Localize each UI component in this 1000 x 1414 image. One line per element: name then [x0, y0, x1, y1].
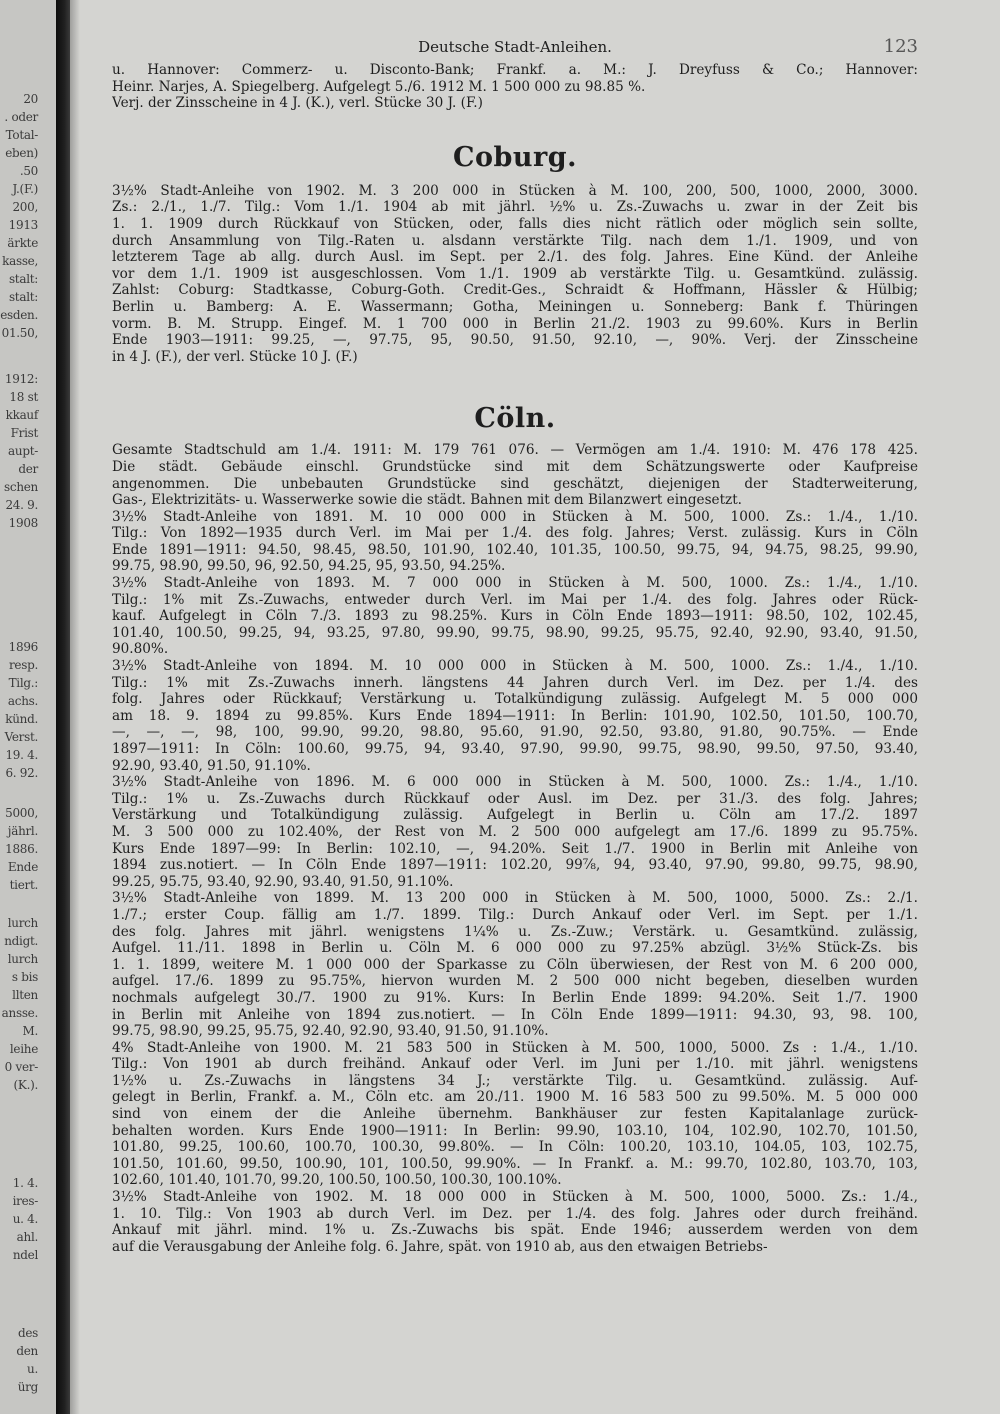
text-line: Ende 1903—1911: 99.25, —, 97.75, 95, 90.50, 91.50, 92.10, —, 90%. Verj. der Zinsscheine	[112, 332, 918, 349]
text-line: 1./7.; erster Coup. fällig am 1./7. 1899. Tilg.: Durch Ankauf oder Verl. im Sept. per 1./1.	[112, 906, 918, 923]
margin-fragment: ahl.	[16, 1230, 38, 1244]
margin-fragment: M.	[22, 1024, 38, 1038]
text-line: 1. 1. 1899, weitere M. 1 000 000 der Sparkasse zu Cöln überwiesen, der Rest von M. 6 200 000,	[112, 956, 918, 973]
page-content	[112, 32, 918, 1255]
text-line: in Berlin mit Anleihe von 1894 zus.notiert. — In Cöln Ende 1899—1911: 94.30, 93, 98. 100,	[112, 1006, 918, 1023]
margin-fragment: lurch	[7, 916, 38, 930]
text-line: 101.80, 99.25, 100.60, 100.70, 100.30, 99.80%. — In Cöln: 100.20, 103.10, 104.05, 103, 102.75,	[112, 1139, 918, 1156]
text-line: vor dem 1./1. 1909 ist ausgeschlossen. Vom 1./1. 1909 ab verstärkte Tilg. u. Gesamtkünd. zulässig.	[112, 265, 918, 282]
text-line: 3½% Stadt-Anleihe von 1899. M. 13 200 000 in Stücken à M. 500, 1000, 5000. Zs.: 2./1.	[112, 890, 918, 907]
margin-fragment: den	[16, 1344, 38, 1358]
text-line: gelegt in Berlin, Frankf. a. M., Cöln etc. am 20./11. 1900 M. 16 583 500 zu 99.50%. M. 5 000 000	[112, 1089, 918, 1106]
text-line: 3½% Stadt-Anleihe von 1896. M. 6 000 000 in Stücken à M. 500, 1000. Zs.: 1./4., 1./10.	[112, 774, 918, 791]
text-line: Tilg.: 1% u. Zs.-Zuwachs durch Rückkauf oder Ausl. im Dez. per 31./3. des folg. Jahres;	[112, 790, 918, 807]
page-number: 123	[883, 36, 918, 57]
text-line: behalten worden. Kurs Ende 1900—1911: In Berlin: 99.90, 103.10, 104, 102.90, 102.70, 101.50,	[112, 1122, 918, 1139]
margin-fragment: 1913	[8, 218, 38, 232]
gutter-shadow	[70, 0, 80, 1414]
text-line: 3½% Stadt-Anleihe von 1894. M. 10 000 000 in Stücken à M. 500, 1000. Zs.: 1./4., 1./10.	[112, 658, 918, 675]
margin-fragment: ärkte	[7, 236, 38, 250]
margin-fragment: J.(F.)	[12, 182, 38, 196]
text-line: folg. Jahres oder Rückkauf; Verstärkung u. Totalkündigung zulässig. Aufgelegt M. 5 000 000	[112, 691, 918, 708]
text-line: sind von einem der die Anleihe übernehm. Bankhäuser zur festen Kapitalanlage zurück-	[112, 1106, 918, 1123]
text-line: Verstärkung und Totalkündigung zulässig. Aufgelegt in Berlin u. Cöln am 17./2. 1897	[112, 807, 918, 824]
text-line: 3½% Stadt-Anleihe von 1891. M. 10 000 000 in Stücken à M. 500, 1000. Zs.: 1./4., 1./10.	[112, 508, 918, 525]
text-line: Verj. der Zinsscheine in 4 J. (K.), verl. Stücke 30 J. (F.)	[112, 95, 483, 112]
text-line: Ende 1891—1911: 94.50, 98.45, 98.50, 101.90, 102.40, 101.35, 100.50, 99.75, 94, 94.75, 98.25, 99.90,	[112, 541, 918, 558]
margin-fragment: u. 4.	[12, 1212, 38, 1226]
text-line: Aufgel. 11./11. 1898 in Berlin u. Cöln M. 6 000 000 zu 97.25% abzügl. 3½% Stück-Zs. bis	[112, 940, 918, 957]
margin-fragment: 200,	[12, 200, 38, 214]
text-line: 99.75, 98.90, 99.50, 96, 92.50, 94.25, 95, 93.50, 94.25%.	[112, 558, 506, 575]
text-line: aufgel. 17./6. 1899 zu 95.75%, hiervon wurden M. 2 500 000 nicht begeben, dieselben wurden	[112, 973, 918, 990]
running-head	[112, 32, 918, 62]
margin-fragment: 20	[23, 92, 38, 106]
text-line: letzterem Tage ab allg. durch Ausl. im Sept. per 2./1. des folg. Jahres. Eine Künd. der Anleihe	[112, 249, 918, 266]
text-line: 1894 zus.notiert. — In Cöln Ende 1897—1911: 102.20, 99⅞, 94, 93.40, 97.90, 99.80, 99.75, 98.90,	[112, 857, 918, 874]
text-line: 1. 10. Tilg.: Von 1903 ab durch Verl. im Dez. per 1./4. des folg. Jahres oder durch freihänd.	[112, 1205, 918, 1222]
text-line: u. Hannover: Commerz- u. Disconto-Bank; Frankf. a. M.: J. Dreyfuss & Co.; Hannover:	[112, 62, 918, 78]
margin-fragment: schen	[4, 480, 38, 494]
text-line: Ankauf mit jährl. mind. 1% u. Zs.-Zuwachs bis spät. Ende 1946; ausserdem werden von dem	[112, 1222, 918, 1239]
text-line: Gas-, Elektrizitäts- u. Wasserwerke sowie die städt. Bahnen mit dem Bilanzwert eingesetzt.	[112, 492, 743, 509]
margin-fragment: u.	[27, 1362, 38, 1376]
margin-fragment: Verst.	[4, 730, 38, 744]
margin-fragment: ndel	[12, 1248, 38, 1262]
margin-fragment: achs.	[7, 694, 38, 708]
text-line: Tilg.: Von 1901 ab durch freihänd. Ankauf oder Verl. im Juni per 1./10. mit jährl. wenigstens	[112, 1056, 918, 1073]
margin-fragment: Ende	[7, 860, 38, 874]
margin-fragment: (K.).	[13, 1078, 38, 1092]
text-line: 101.50, 101.60, 99.50, 100.90, 101, 100.50, 99.90%. — In Frankf. a. M.: 99.70, 102.80, 103.70, 103,	[112, 1155, 918, 1172]
margin-fragment: 1908	[8, 516, 38, 530]
text-line: 4% Stadt-Anleihe von 1900. M. 21 583 500 in Stücken à M. 500, 1000, 5000. Zs : 1./4., 1./10.	[112, 1039, 918, 1056]
section-heading-coburg: Coburg.	[452, 141, 577, 173]
text-line: Die städt. Gebäude einschl. Grundstücke sind mit dem Schätzungswerte oder Kaufpreise	[112, 458, 918, 475]
text-line: in 4 J. (F.), der verl. Stücke 10 J. (F.)	[112, 348, 358, 365]
margin-fragment: 19. 4.	[5, 748, 38, 762]
margin-fragment: 1886.	[5, 842, 38, 856]
margin-fragment: llten	[12, 988, 38, 1002]
text-line: Zahlst: Coburg: Stadtkasse, Coburg-Goth. Credit-Ges., Schraidt & Hoffmann, Hässler & Hülbig;	[112, 282, 918, 299]
coburg-section	[112, 183, 918, 366]
text-line: nochmals aufgelegt 30./7. 1900 zu 91%. Kurs: In Berlin Ende 1899: 94.20%. Seit 1./7. 1900	[112, 989, 918, 1006]
text-line: 99.75, 98.90, 99.25, 95.75, 92.40, 92.90, 93.40, 91.50, 91.10%.	[112, 1023, 549, 1040]
margin-fragment: kasse,	[2, 254, 38, 268]
running-title: Deutsche Stadt-Anleihen.	[418, 38, 612, 56]
margin-fragment: stalt:	[8, 290, 38, 304]
margin-fragment: esden.	[0, 308, 38, 322]
text-line: auf die Verausgabung der Anleihe folg. 6. Jahre, spät. von 1910 ab, aus den etwaigen Betriebs-	[112, 1238, 768, 1255]
text-line: M. 3 500 000 zu 102.40%, der Rest von M. 2 500 000 aufgelegt am 17./6. 1899 zu 95.75%.	[112, 823, 918, 840]
margin-fragment: .50	[19, 164, 38, 178]
margin-fragment: resp.	[9, 658, 38, 672]
margin-fragment: lurch	[7, 952, 38, 966]
text-line: angenommen. Die unbebauten Grundstücke sind geschätzt, diejenigen der Stadterweiterung,	[112, 475, 918, 492]
text-line: kauf. Aufgelegt in Cöln 7./3. 1893 zu 98.25%. Kurs in Cöln Ende 1893—1911: 98.50, 102, 102.45,	[112, 608, 918, 625]
margin-fragment: 0 ver-	[4, 1060, 38, 1074]
text-line: —, —, —, 98, 100, 99.90, 99.20, 98.80, 95.60, 91.90, 92.50, 93.80, 91.80, 90.75%. — Ende	[112, 724, 918, 741]
margin-fragment: ires-	[12, 1194, 38, 1208]
margin-fragment: s bis	[11, 970, 38, 984]
margin-fragment: künd.	[5, 712, 38, 726]
section-heading-coeln: Cöln.	[474, 403, 556, 435]
margin-fragment: Frist	[10, 426, 38, 440]
text-line: 3½% Stadt-Anleihe von 1893. M. 7 000 000 in Stücken à M. 500, 1000. Zs.: 1./4., 1./10.	[112, 575, 918, 592]
text-line: 101.40, 100.50, 99.25, 94, 93.25, 97.80, 99.90, 99.75, 98.90, 99.25, 95.75, 92.40, 92.90, 93.40, 91.50,	[112, 624, 918, 641]
text-line: 92.90, 93.40, 91.50, 91.10%.	[112, 757, 311, 774]
margin-fragment: ndigt.	[4, 934, 38, 948]
text-line: 3½% Stadt-Anleihe von 1902. M. 3 200 000 in Stücken à M. 100, 200, 500, 1000, 2000, 3000.	[112, 182, 918, 199]
text-line: 99.25, 95.75, 93.40, 92.90, 93.40, 91.50, 91.10%.	[112, 873, 454, 890]
coeln-section	[112, 442, 918, 1255]
margin-fragment: 18 st	[9, 390, 38, 404]
margin-fragment: Total-	[5, 128, 38, 142]
margin-fragment: 01.50,	[1, 326, 38, 340]
margin-fragment: 1. 4.	[12, 1176, 38, 1190]
text-line: vorm. B. M. Strupp. Eingef. M. 1 700 000 in Berlin 21./2. 1903 zu 99.60%. Kurs in Berlin	[112, 315, 918, 332]
margin-fragment: 24. 9.	[5, 498, 38, 512]
margin-fragment: 5000,	[5, 806, 38, 820]
margin-fragment: . oder	[4, 110, 38, 124]
text-line: 90.80%.	[112, 641, 169, 658]
text-line: 3½% Stadt-Anleihe von 1902. M. 18 000 000 in Stücken à M. 500, 1000, 5000. Zs.: 1./4.,	[112, 1189, 918, 1206]
book-spine-shadow	[56, 0, 70, 1414]
text-line: Heinr. Narjes, A. Spiegelberg. Aufgelegt 5./6. 1912 M. 1 500 000 zu 98.85 %.	[112, 78, 646, 95]
text-line: Zs.: 2./1., 1./7. Tilg.: Vom 1./1. 1904 ab mit jährl. ½% u. Zs.-Zuwachs u. zwar in der Zeit bis	[112, 199, 918, 216]
margin-fragment: Tilg.:	[8, 676, 38, 690]
previous-page-margin	[0, 0, 56, 1414]
text-line: Tilg.: 1% mit Zs.-Zuwachs, entweder durch Verl. im Mai per 1./4. des folg. Jahres oder Rück-	[112, 591, 918, 608]
margin-fragment: ansse.	[1, 1006, 38, 1020]
intro-section	[112, 62, 918, 112]
text-line: durch Ansammlung von Tilg.-Raten u. alsdann verstärkte Tilg. nach dem 1./1. 1909, und von	[112, 232, 918, 249]
text-line: Kurs Ende 1897—99: In Berlin: 102.10, —, 94.20%. Seit 1./7. 1900 in Berlin mit Anleihe von	[112, 840, 918, 857]
margin-fragment: 6. 92.	[5, 766, 38, 780]
text-line: 1897—1911: In Cöln: 100.60, 99.75, 94, 93.40, 97.90, 99.90, 99.75, 98.90, 99.50, 97.50, 93.40,	[112, 741, 918, 757]
text-line: 102.60, 101.40, 101.70, 99.20, 100.50, 100.50, 100.30, 100.10%.	[112, 1172, 562, 1189]
text-line: Tilg.: Von 1892—1935 durch Verl. im Mai per 1./4. des folg. Jahres; Verst. zulässig. Kurs in Cöln	[112, 525, 918, 542]
margin-fragment: der	[18, 462, 38, 476]
text-line: am 18. 9. 1894 zu 99.85%. Kurs Ende 1894—1911: In Berlin: 101.90, 102.50, 101.50, 100.70,	[112, 707, 918, 724]
text-line: Berlin u. Bamberg: A. E. Wassermann; Gotha, Meiningen u. Sonneberg: Bank f. Thüringen	[112, 298, 918, 315]
margin-fragment: eben)	[5, 146, 38, 160]
text-line: 1½% u. Zs.-Zuwachs in längstens 34 J.; verstärkte Tilg. u. Gesamtkünd. zulässig. Auf-	[112, 1072, 918, 1089]
text-line: 1. 1. 1909 durch Rückkauf von Stücken, oder, falls dies nicht rätlich oder möglich sein sollte,	[112, 215, 918, 232]
margin-fragment: 1896	[8, 640, 38, 654]
margin-fragment: tiert.	[9, 878, 38, 892]
margin-fragment: 1912:	[4, 372, 38, 386]
margin-fragment: aupt-	[8, 444, 38, 458]
margin-fragment: jährl.	[7, 824, 38, 838]
margin-fragment: des	[17, 1326, 38, 1340]
text-line: des folg. Jahres mit jährl. wenigstens 1¼% u. Zs.-Zuw.; Verstärk. u. Gesamtkünd. zulässig,	[112, 923, 918, 940]
margin-fragment: stalt:	[8, 272, 38, 286]
text-line: Gesamte Stadtschuld am 1./4. 1911: M. 179 761 076. — Vermögen am 1./4. 1910: M. 476 178 425.	[112, 442, 918, 459]
text-line: Tilg.: 1% mit Zs.-Zuwachs innerh. längstens 44 Jahren durch Verl. im Dez. per 1./4. des	[112, 674, 918, 691]
margin-fragment: kkauf	[5, 408, 38, 422]
margin-fragment: ürg	[17, 1380, 38, 1394]
margin-fragment: leihe	[9, 1042, 38, 1056]
